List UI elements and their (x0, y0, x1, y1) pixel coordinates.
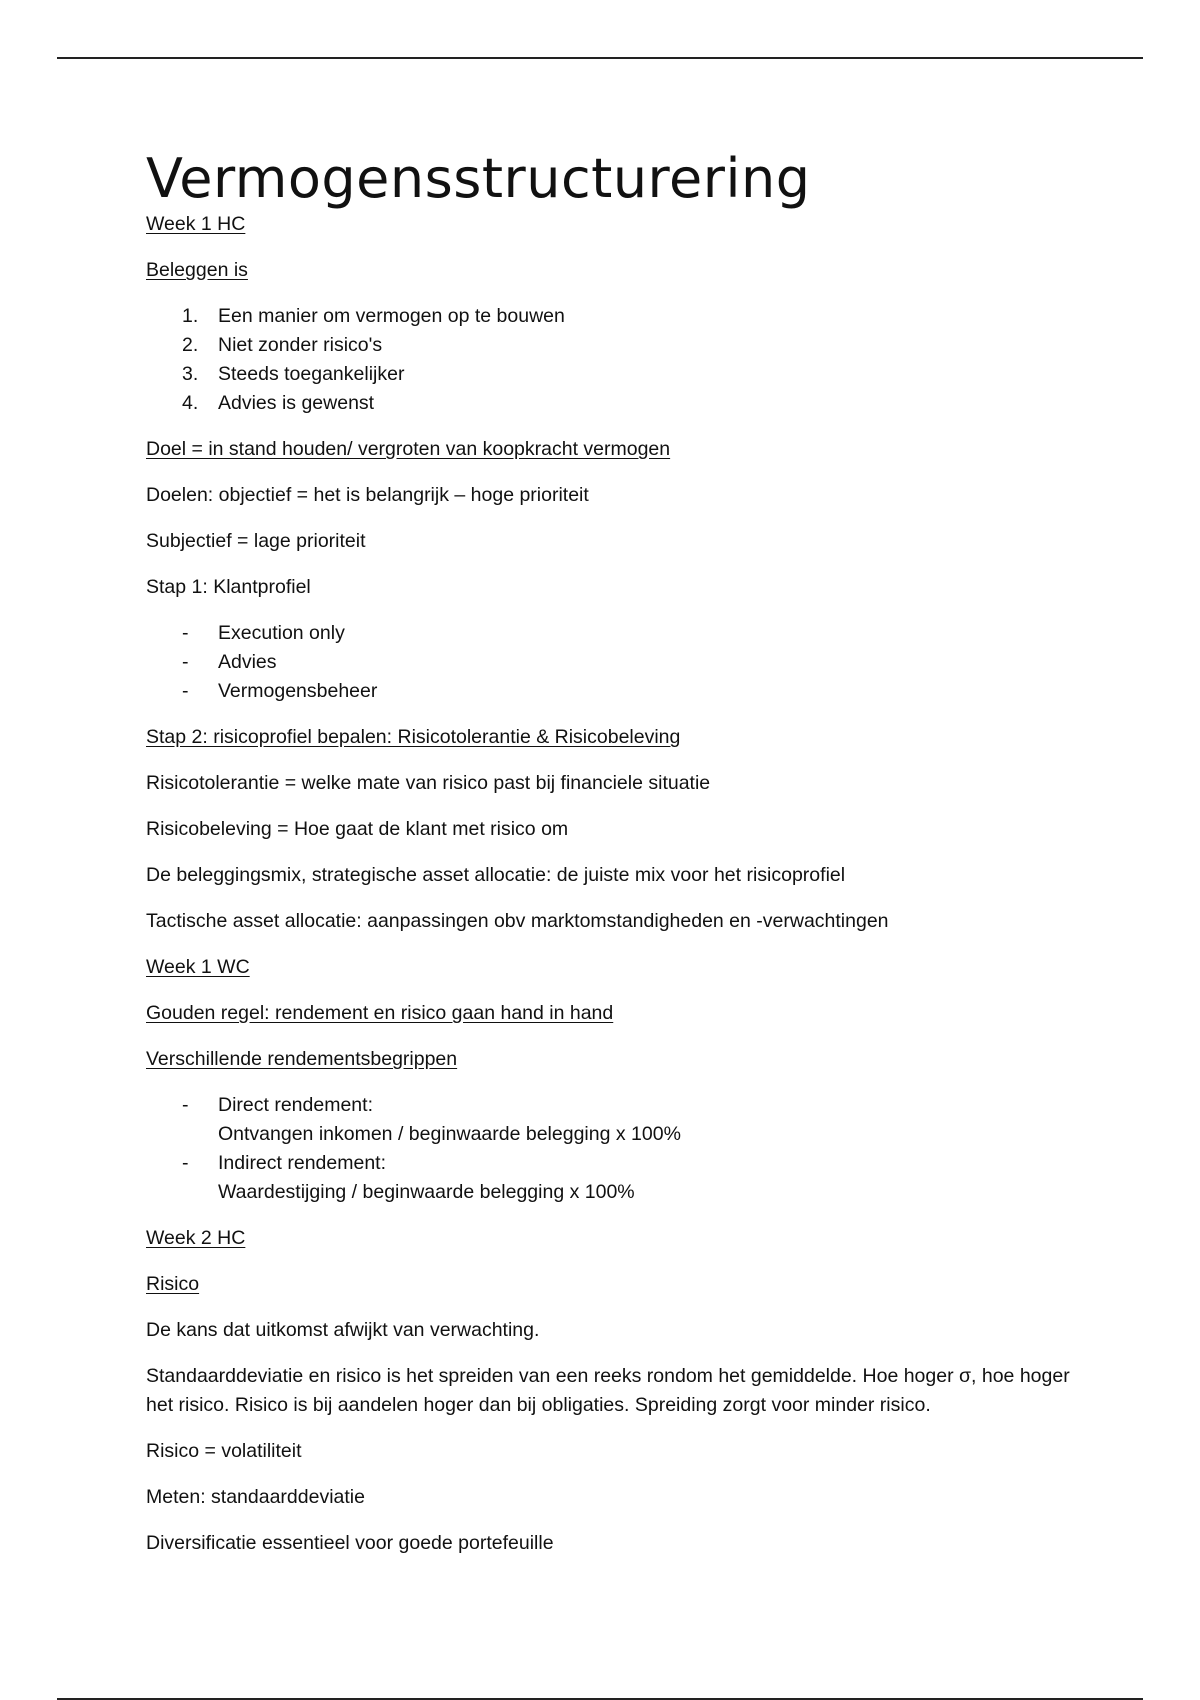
list-item (146, 1149, 1076, 1207)
paragraph-doelen: Doelen: objectief = het is belangrijk – hoge prioriteit (146, 484, 589, 506)
heading-gouden-regel: Gouden regel: rendement en risico gaan hand in hand (146, 1002, 614, 1024)
page-title: Vermogensstructurering (146, 147, 811, 210)
list-item-text: Vermogensbeheer (218, 680, 378, 702)
paragraph-tactische: Tactische asset allocatie: aanpassingen obv marktomstandigheden en -verwachtingen (146, 910, 889, 932)
list-item (146, 1091, 1076, 1149)
heading-doel: Doel = in stand houden/ vergroten van koopkracht vermogen (146, 438, 671, 460)
list-bullet: - (182, 1094, 189, 1116)
list-number: 1. (182, 305, 199, 327)
list-bullet: - (182, 622, 189, 644)
list-item-formula: Ontvangen inkomen / beginwaarde belegging x 100% (218, 1123, 681, 1145)
list-bullet: - (182, 651, 189, 673)
paragraph-kans: De kans dat uitkomst afwijkt van verwachting. (146, 1319, 540, 1341)
list-item-text: Execution only (218, 622, 345, 644)
list-item (146, 331, 1076, 360)
list-item (146, 302, 1076, 331)
heading-beleggen-is: Beleggen is (146, 259, 248, 281)
bullet-list-rendement (146, 1091, 1076, 1207)
list-item-text: Direct rendement: (218, 1094, 373, 1116)
list-number: 3. (182, 363, 199, 385)
heading-week1-wc: Week 1 WC (146, 956, 250, 978)
paragraph-risicotolerantie: Risicotolerantie = welke mate van risico past bij financiele situatie (146, 772, 711, 794)
list-number: 2. (182, 334, 199, 356)
heading-rendementsbegrippen: Verschillende rendementsbegrippen (146, 1048, 458, 1070)
paragraph-beleggingsmix: De beleggingsmix, strategische asset allocatie: de juiste mix voor het risicoprofiel (146, 864, 846, 886)
list-item-text: Steeds toegankelijker (218, 363, 405, 385)
list-bullet: - (182, 1152, 189, 1174)
paragraph-volatiliteit: Risico = volatiliteit (146, 1440, 302, 1462)
list-item-text: Indirect rendement: (218, 1152, 387, 1174)
list-item-text: Een manier om vermogen op te bouwen (218, 305, 565, 327)
paragraph-standaarddeviatie: Standaarddeviatie en risico is het spreiden van een reeks rondom het gemiddelde. Hoe hoger σ, hoe hoger het risico. Risico is bij aandelen hoger dan bij obligaties. Spreiding zorgt voor minder risico. (146, 1365, 1070, 1416)
list-item (146, 619, 1076, 648)
list-item-formula: Waardestijging / beginwaarde belegging x 100% (218, 1181, 635, 1203)
list-item-text: Niet zonder risico's (218, 334, 383, 356)
paragraph-stap1: Stap 1: Klantprofiel (146, 576, 311, 598)
list-item (146, 389, 1076, 418)
document-body (146, 148, 1076, 1575)
paragraph-diversificatie: Diversificatie essentieel voor goede portefeuille (146, 1532, 554, 1554)
list-bullet: - (182, 680, 189, 702)
list-number: 4. (182, 392, 199, 414)
heading-week1-hc: Week 1 HC (146, 213, 246, 235)
list-item (146, 360, 1076, 389)
list-item (146, 677, 1076, 706)
header-rule (57, 57, 1143, 59)
bullet-list-klantprofiel (146, 619, 1076, 706)
paragraph-meten: Meten: standaarddeviatie (146, 1486, 365, 1508)
heading-stap2: Stap 2: risicoprofiel bepalen: Risicotolerantie & Risicobeleving (146, 726, 681, 748)
heading-week2-hc: Week 2 HC (146, 1227, 246, 1249)
paragraph-risicobeleving: Risicobeleving = Hoe gaat de klant met risico om (146, 818, 569, 840)
heading-risico: Risico (146, 1273, 200, 1295)
list-item (146, 648, 1076, 677)
list-item-text: Advies is gewenst (218, 392, 375, 414)
numbered-list (146, 302, 1076, 418)
list-item-text: Advies (218, 651, 277, 673)
paragraph-subjectief: Subjectief = lage prioriteit (146, 530, 366, 552)
